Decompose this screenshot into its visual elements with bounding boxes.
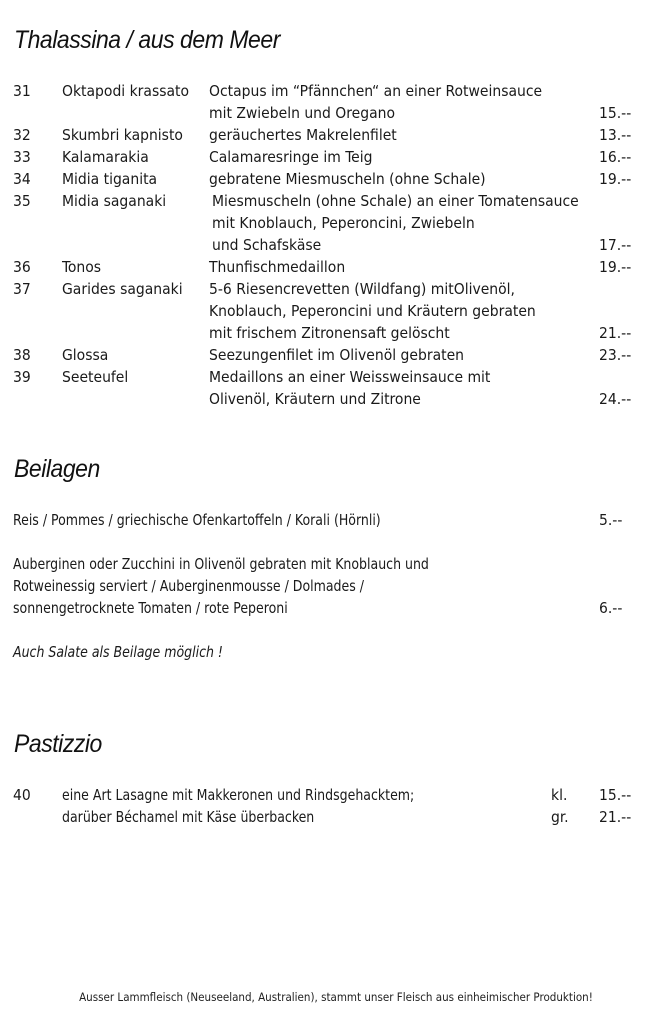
side-desc: Auberginen oder Zucchini in Olivenöl gebraten mit Knoblauch und: [13, 555, 429, 573]
item-price: 6.--: [599, 599, 623, 617]
item-name: Tonos: [62, 258, 102, 276]
item-desc: Seezungenfilet im Olivenöl gebraten: [209, 346, 465, 364]
item-name: Oktapodi krassato: [62, 82, 190, 100]
section-title-seafood: Thalassina / aus dem Meer: [14, 26, 280, 54]
section-title-sides: Beilagen: [14, 455, 100, 483]
item-desc: Octapus im “Pfännchen“ an einer Rotweinsauce: [209, 82, 543, 100]
item-name: Skumbri kapnisto: [62, 126, 183, 144]
item-number: 32: [13, 126, 31, 144]
item-name: Garides saganaki: [62, 280, 183, 298]
item-price: 16.--: [599, 148, 632, 166]
item-desc: eine Art Lasagne mit Makkeronen und Rindsgehacktem;: [62, 786, 415, 804]
size-label: gr.: [551, 808, 569, 826]
item-name: Midia saganaki: [62, 192, 167, 210]
item-number: 38: [13, 346, 31, 364]
item-desc: mit Knoblauch, Peperoncini, Zwiebeln: [212, 214, 475, 232]
item-number: 40: [13, 786, 31, 804]
item-price: 21.--: [599, 324, 632, 342]
item-number: 35: [13, 192, 31, 210]
item-desc: und Schafskäse: [212, 236, 322, 254]
item-price: 5.--: [599, 511, 623, 529]
item-desc: Miesmuscheln (ohne Schale) an einer Tomatensauce: [212, 192, 579, 210]
item-price: 23.--: [599, 346, 632, 364]
item-desc: mit frischem Zitronensaft gelöscht: [209, 324, 450, 342]
item-desc: Thunfischmedaillon: [209, 258, 346, 276]
side-desc: Rotweinessig serviert / Auberginenmousse / Dolmades /: [13, 577, 364, 595]
item-desc: gebratene Miesmuscheln (ohne Schale): [209, 170, 486, 188]
item-desc: Medaillons an einer Weissweinsauce mit: [209, 368, 491, 386]
item-desc: geräuchertes Makrelenfilet: [209, 126, 397, 144]
item-number: 33: [13, 148, 31, 166]
item-name: Midia tiganita: [62, 170, 158, 188]
sides-note: Auch Salate als Beilage möglich !: [13, 643, 223, 661]
item-desc: darüber Béchamel mit Käse überbacken: [62, 808, 315, 826]
item-desc: mit Zwiebeln und Oregano: [209, 104, 396, 122]
item-name: Kalamarakia: [62, 148, 149, 166]
item-number: 36: [13, 258, 31, 276]
item-price: 19.--: [599, 258, 632, 276]
footer-note: Ausser Lammfleisch (Neuseeland, Australien), stammt unser Fleisch aus einheimischer Produktion!: [79, 990, 593, 1004]
item-desc: Calamaresringe im Teig: [209, 148, 373, 166]
side-desc: Reis / Pommes / griechische Ofenkartoffeln / Korali (Hörnli): [13, 511, 381, 529]
item-price: 24.--: [599, 390, 632, 408]
item-desc: Olivenöl, Kräutern und Zitrone: [209, 390, 421, 408]
item-price: 15.--: [599, 104, 632, 122]
item-price: 13.--: [599, 126, 632, 144]
item-desc: 5-6 Riesencrevetten (Wildfang) mitOlivenöl,: [209, 280, 515, 298]
section-title-pastizzio: Pastizzio: [14, 730, 102, 758]
item-number: 34: [13, 170, 31, 188]
item-price: 15.--: [599, 786, 632, 804]
item-name: Seeteufel: [62, 368, 129, 386]
side-desc: sonnengetrocknete Tomaten / rote Peperoni: [13, 599, 288, 617]
item-price: 21.--: [599, 808, 632, 826]
item-desc: Knoblauch, Peperoncini und Kräutern gebraten: [209, 302, 536, 320]
item-name: Glossa: [62, 346, 109, 364]
item-number: 31: [13, 82, 31, 100]
size-label: kl.: [551, 786, 568, 804]
item-price: 19.--: [599, 170, 632, 188]
item-price: 17.--: [599, 236, 632, 254]
item-number: 37: [13, 280, 31, 298]
item-number: 39: [13, 368, 31, 386]
